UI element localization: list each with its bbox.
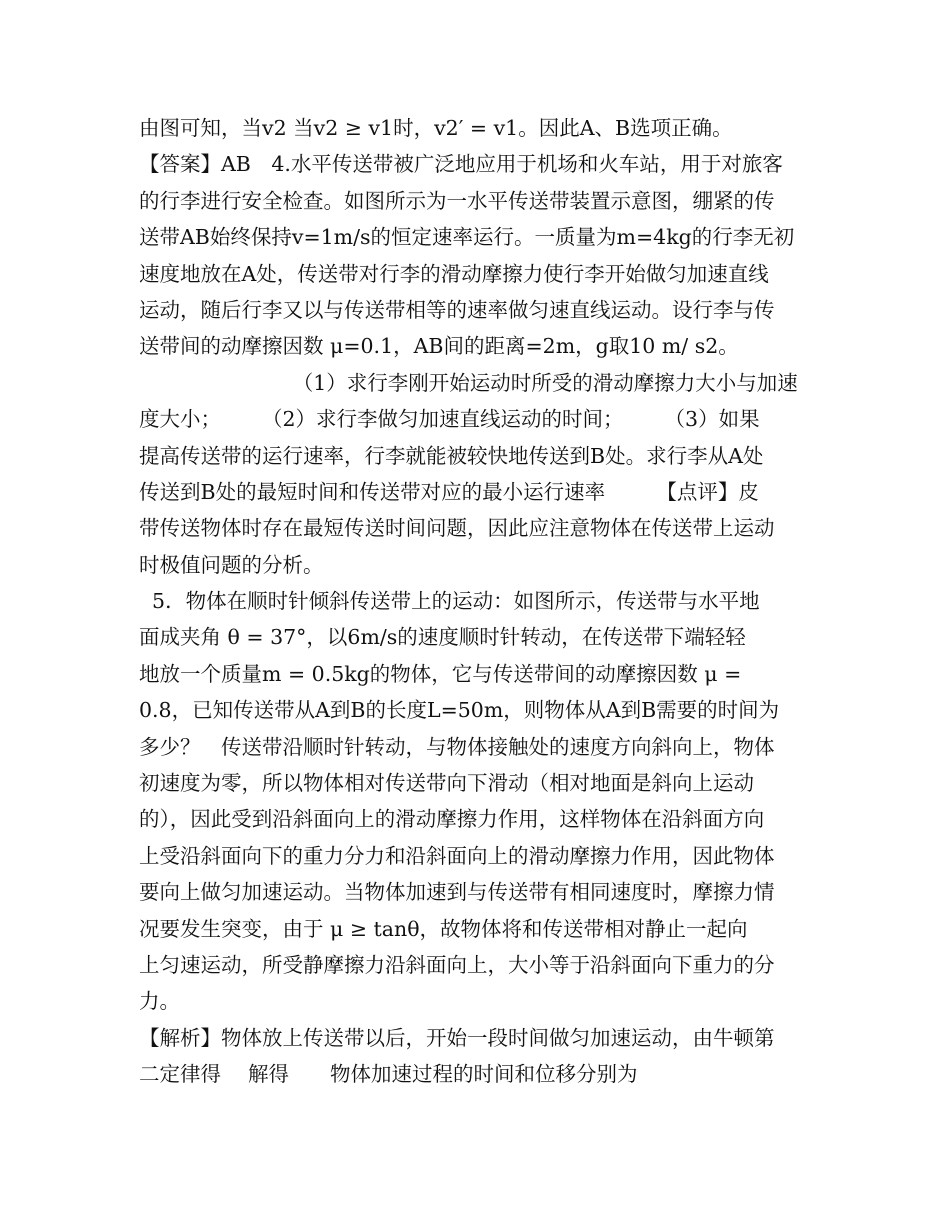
- text-line: 0.8，已知传送带从A到B的长度L=50m，则物体从A到B需要的时间为: [139, 698, 780, 723]
- text-line: 上匀速运动，所受静摩擦力沿斜面向上，大小等于沿斜面向下重力的分: [139, 952, 775, 977]
- text-line: 初速度为零，所以物体相对传送带向下滑动（相对地面是斜向上运动: [139, 771, 754, 796]
- text-line: 送带AB始终保持v=1m/s的恒定速率运行。一质量为m=4kg的行李无初: [139, 225, 795, 250]
- text-line: 由图可知，当v2 当v2 ≥ v1时，v2′ = v1。因此A、B选项正确。: [139, 116, 733, 140]
- text-line: 【答案】AB 4.水平传送带被广泛地应用于机场和火车站，用于对旅客: [139, 152, 783, 177]
- text-line: 5．物体在顺时针倾斜传送带上的运动：如图所示，传送带与水平地: [139, 589, 760, 614]
- text-line: 运动，随后行李又以与传送带相等的速率做匀速直线运动。设行李与传: [139, 297, 775, 322]
- text-line: 地放一个质量m = 0.5kg的物体，它与传送带间的动摩擦因数 μ =: [139, 661, 742, 686]
- text-line: 时极值问题的分析。: [139, 552, 324, 577]
- text-line: 要向上做匀加速运动。当物体加速到与传送带有相同速度时，摩擦力情: [139, 880, 775, 905]
- text-line: 度大小； （2）求行李做匀加速直线运动的时间； （3）如果: [139, 407, 760, 432]
- text-line: 力。: [139, 989, 180, 1014]
- text-line: 带传送物体时存在最短传送时间问题，因此应注意物体在传送带上运动: [139, 516, 775, 541]
- text-line: （1）求行李刚开始运动时所受的滑动摩擦力大小与加速: [139, 370, 798, 395]
- text-line: 【解析】物体放上传送带以后，开始一段时间做匀加速运动，由牛顿第: [139, 1025, 775, 1050]
- text-line: 况要发生突变，由于 μ ≥ tanθ，故物体将和传送带相对静止一起向: [139, 916, 748, 941]
- text-line: 面成夹角 θ = 37°，以6m/s的速度顺时针转动，在传送带下端轻轻: [139, 625, 746, 650]
- text-line: 送带间的动摩擦因数 μ=0.1，AB间的距离=2m，g取10 m/ s2。: [139, 334, 739, 359]
- text-line: 上受沿斜面向下的重力分力和沿斜面向上的滑动摩擦力作用，因此物体: [139, 843, 775, 868]
- text-line: 多少？ 传送带沿顺时针转动，与物体接触处的速度方向斜向上，物体: [139, 734, 775, 759]
- body-text: [139, 110, 819, 1093]
- text-line: 的行李进行安全检查。如图所示为一水平传送带装置示意图，绷紧的传: [139, 188, 775, 213]
- text-line: 速度地放在A处，传送带对行李的滑动摩擦力使行李开始做匀加速直线: [139, 261, 769, 286]
- text-line: 的），因此受到沿斜面向上的滑动摩擦力作用，这样物体在沿斜面方向: [139, 807, 765, 832]
- text-line: 传送到B处的最短时间和传送带对应的最小运行速率 【点评】皮: [139, 479, 759, 504]
- text-line: 提高传送带的运行速率，行李就能被较快地传送到B处。求行李从A处: [139, 443, 764, 468]
- text-line: 二定律得 解得 物体加速过程的时间和位移分别为: [139, 1062, 638, 1087]
